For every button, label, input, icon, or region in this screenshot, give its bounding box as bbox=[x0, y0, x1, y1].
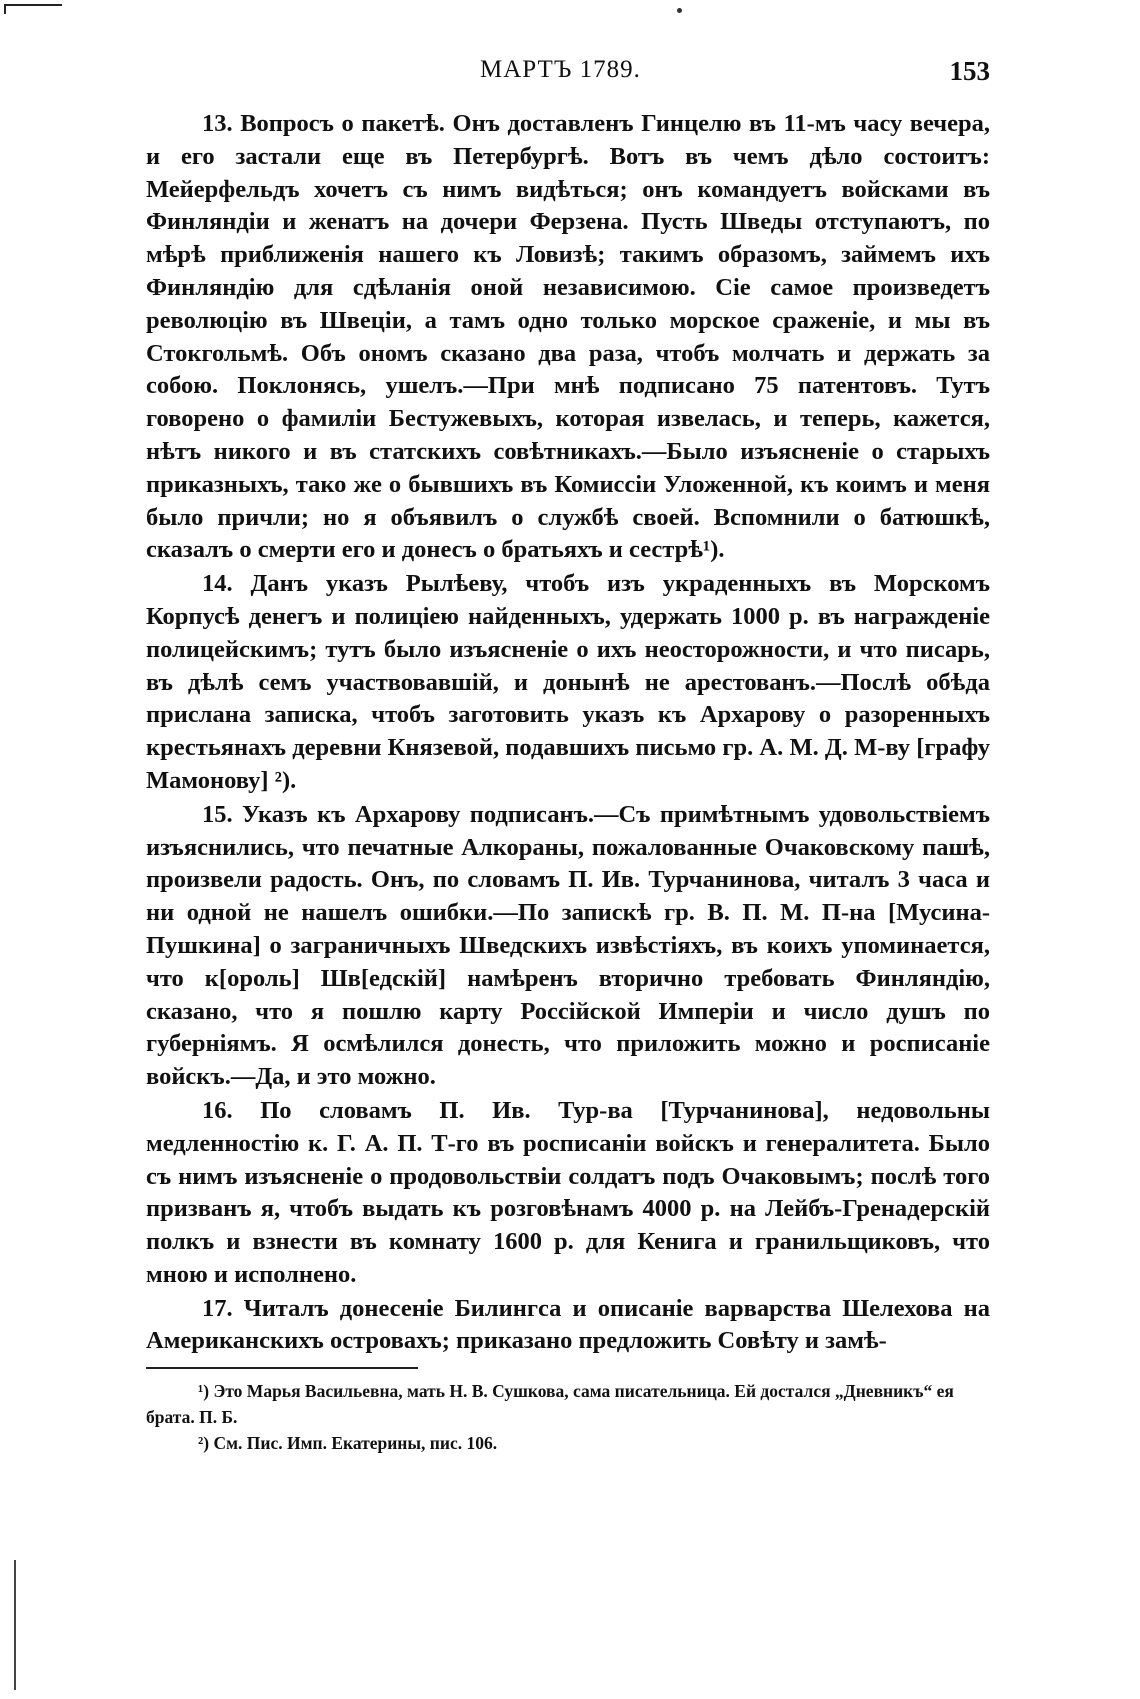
footnote-1: ¹) Это Марья Васильевна, мать Н. В. Сушкова, сама писательница. Ей достался „Дневникъ“ ея брата. П. Б. bbox=[146, 1381, 954, 1427]
corner-scan-tick bbox=[4, 4, 6, 14]
running-title: МАРТЪ 1789. bbox=[480, 56, 641, 83]
entry-13: 13. Вопросъ о пакетѣ. Онъ доставленъ Гинцелю въ 11-мъ часу вечера, и его застали еще въ Петербургѣ. Вотъ въ чемъ дѣло состоитъ: Мейерфельдъ хочетъ съ нимъ видѣться; онъ командуетъ войсками въ Финляндіи и женатъ на дочери Ферзена. Пусть Шведы отступаютъ, по мѣрѣ приближенія нашего къ Ловизѣ; такимъ образомъ, займемъ ихъ Финляндію для сдѣланія оной независимою. Сіе самое произведетъ революцію въ Швеціи, а тамъ одно только морское сраженіе, и мы въ Стокгольмѣ. Объ ономъ сказано два раза, чтобъ молчать и держать за собою. Поклонясь, ушелъ.—При мнѣ подписано 75 патентовъ. Тутъ говорено о фамиліи Бестужевыхъ, которая извелась, и теперь, кажется, нѣтъ никого и въ статскихъ совѣтникахъ.—Было изъясненіе о старыхъ приказныхъ, тако же о бывшихъ въ Комиссіи Уложенной, къ коимъ и меня было причли; но я объявилъ о службѣ своей. Вспомнили о батюшкѣ, сказалъ о смерти его и донесъ о братьяхъ и сестрѣ¹). bbox=[146, 110, 990, 564]
entry-16: 16. По словамъ П. Ив. Тур-ва [Турчанинова], недовольны медленностію к. Г. А. П. Т-го въ росписаніи войскъ и генералитета. Было съ нимъ изъясненіе о продовольствіи солдатъ подъ Очаковымъ; послѣ того призванъ я, чтобъ выдать къ розговѣнамъ 4000 р. на Лейбъ-Гренадерскій полкъ и взнести въ комнату 1600 р. для Кенига и гранильщиковъ, что мною и исполнено. bbox=[146, 1096, 990, 1288]
footnotes bbox=[146, 1378, 1006, 1456]
entry-17: 17. Читалъ донесеніе Билингса и описаніе варварства Шелехова на Американскихъ островахъ; приказано предложить Совѣту и замѣ- bbox=[146, 1294, 990, 1355]
entry-14: 14. Данъ указъ Рылѣеву, чтобъ изъ украденныхъ въ Морскомъ Корпусѣ денегъ и полиціею найденныхъ, удержать 1000 р. въ награжденіе полицейскимъ; тутъ было изъясненіе о ихъ неосторожности, и что писарь, въ дѣлѣ семъ участвовавшій, и донынѣ не арестованъ.—Послѣ обѣда прислана записка, чтобъ заготовить указъ къ Архарову о разоренныхъ крестьянахъ деревни Князевой, подавшихъ письмо гр. А. М. Д. М-ву [графу Мамонову] ²). bbox=[146, 570, 990, 794]
entry-15: 15. Указъ къ Архарову подписанъ.—Съ примѣтнымъ удовольствіемъ изъяснились, что печатные Алкораны, пожалованные Очаковскому пашѣ, произвели радость. Онъ, по словамъ П. Ив. Турчанинова, читалъ 3 часа и ни одной не нашелъ ошибки.—По запискѣ гр. В. П. М. П-на [Мусина-Пушкина] о заграничныхъ Шведскихъ извѣстіяхъ, въ коихъ упоминается, что к[ороль] Шв[едскій] намѣренъ вторично требовать Финляндію, сказано, что я пошлю карту Россійской Имперіи и число душъ по губерніямъ. Я осмѣлился донесть, что приложить можно и росписаніе войскъ.—Да, и это можно. bbox=[146, 800, 990, 1091]
footnote-2: ²) См. Пис. Имп. Екатерины, пис. 106. bbox=[198, 1433, 498, 1453]
main-text bbox=[146, 108, 990, 1358]
page-number: 153 bbox=[949, 56, 990, 86]
corner-scan-mark bbox=[4, 4, 62, 6]
scan-dot bbox=[677, 8, 682, 13]
footnote-divider bbox=[146, 1367, 418, 1369]
page-header bbox=[0, 56, 1140, 90]
scan-margin-line bbox=[14, 1560, 16, 1690]
